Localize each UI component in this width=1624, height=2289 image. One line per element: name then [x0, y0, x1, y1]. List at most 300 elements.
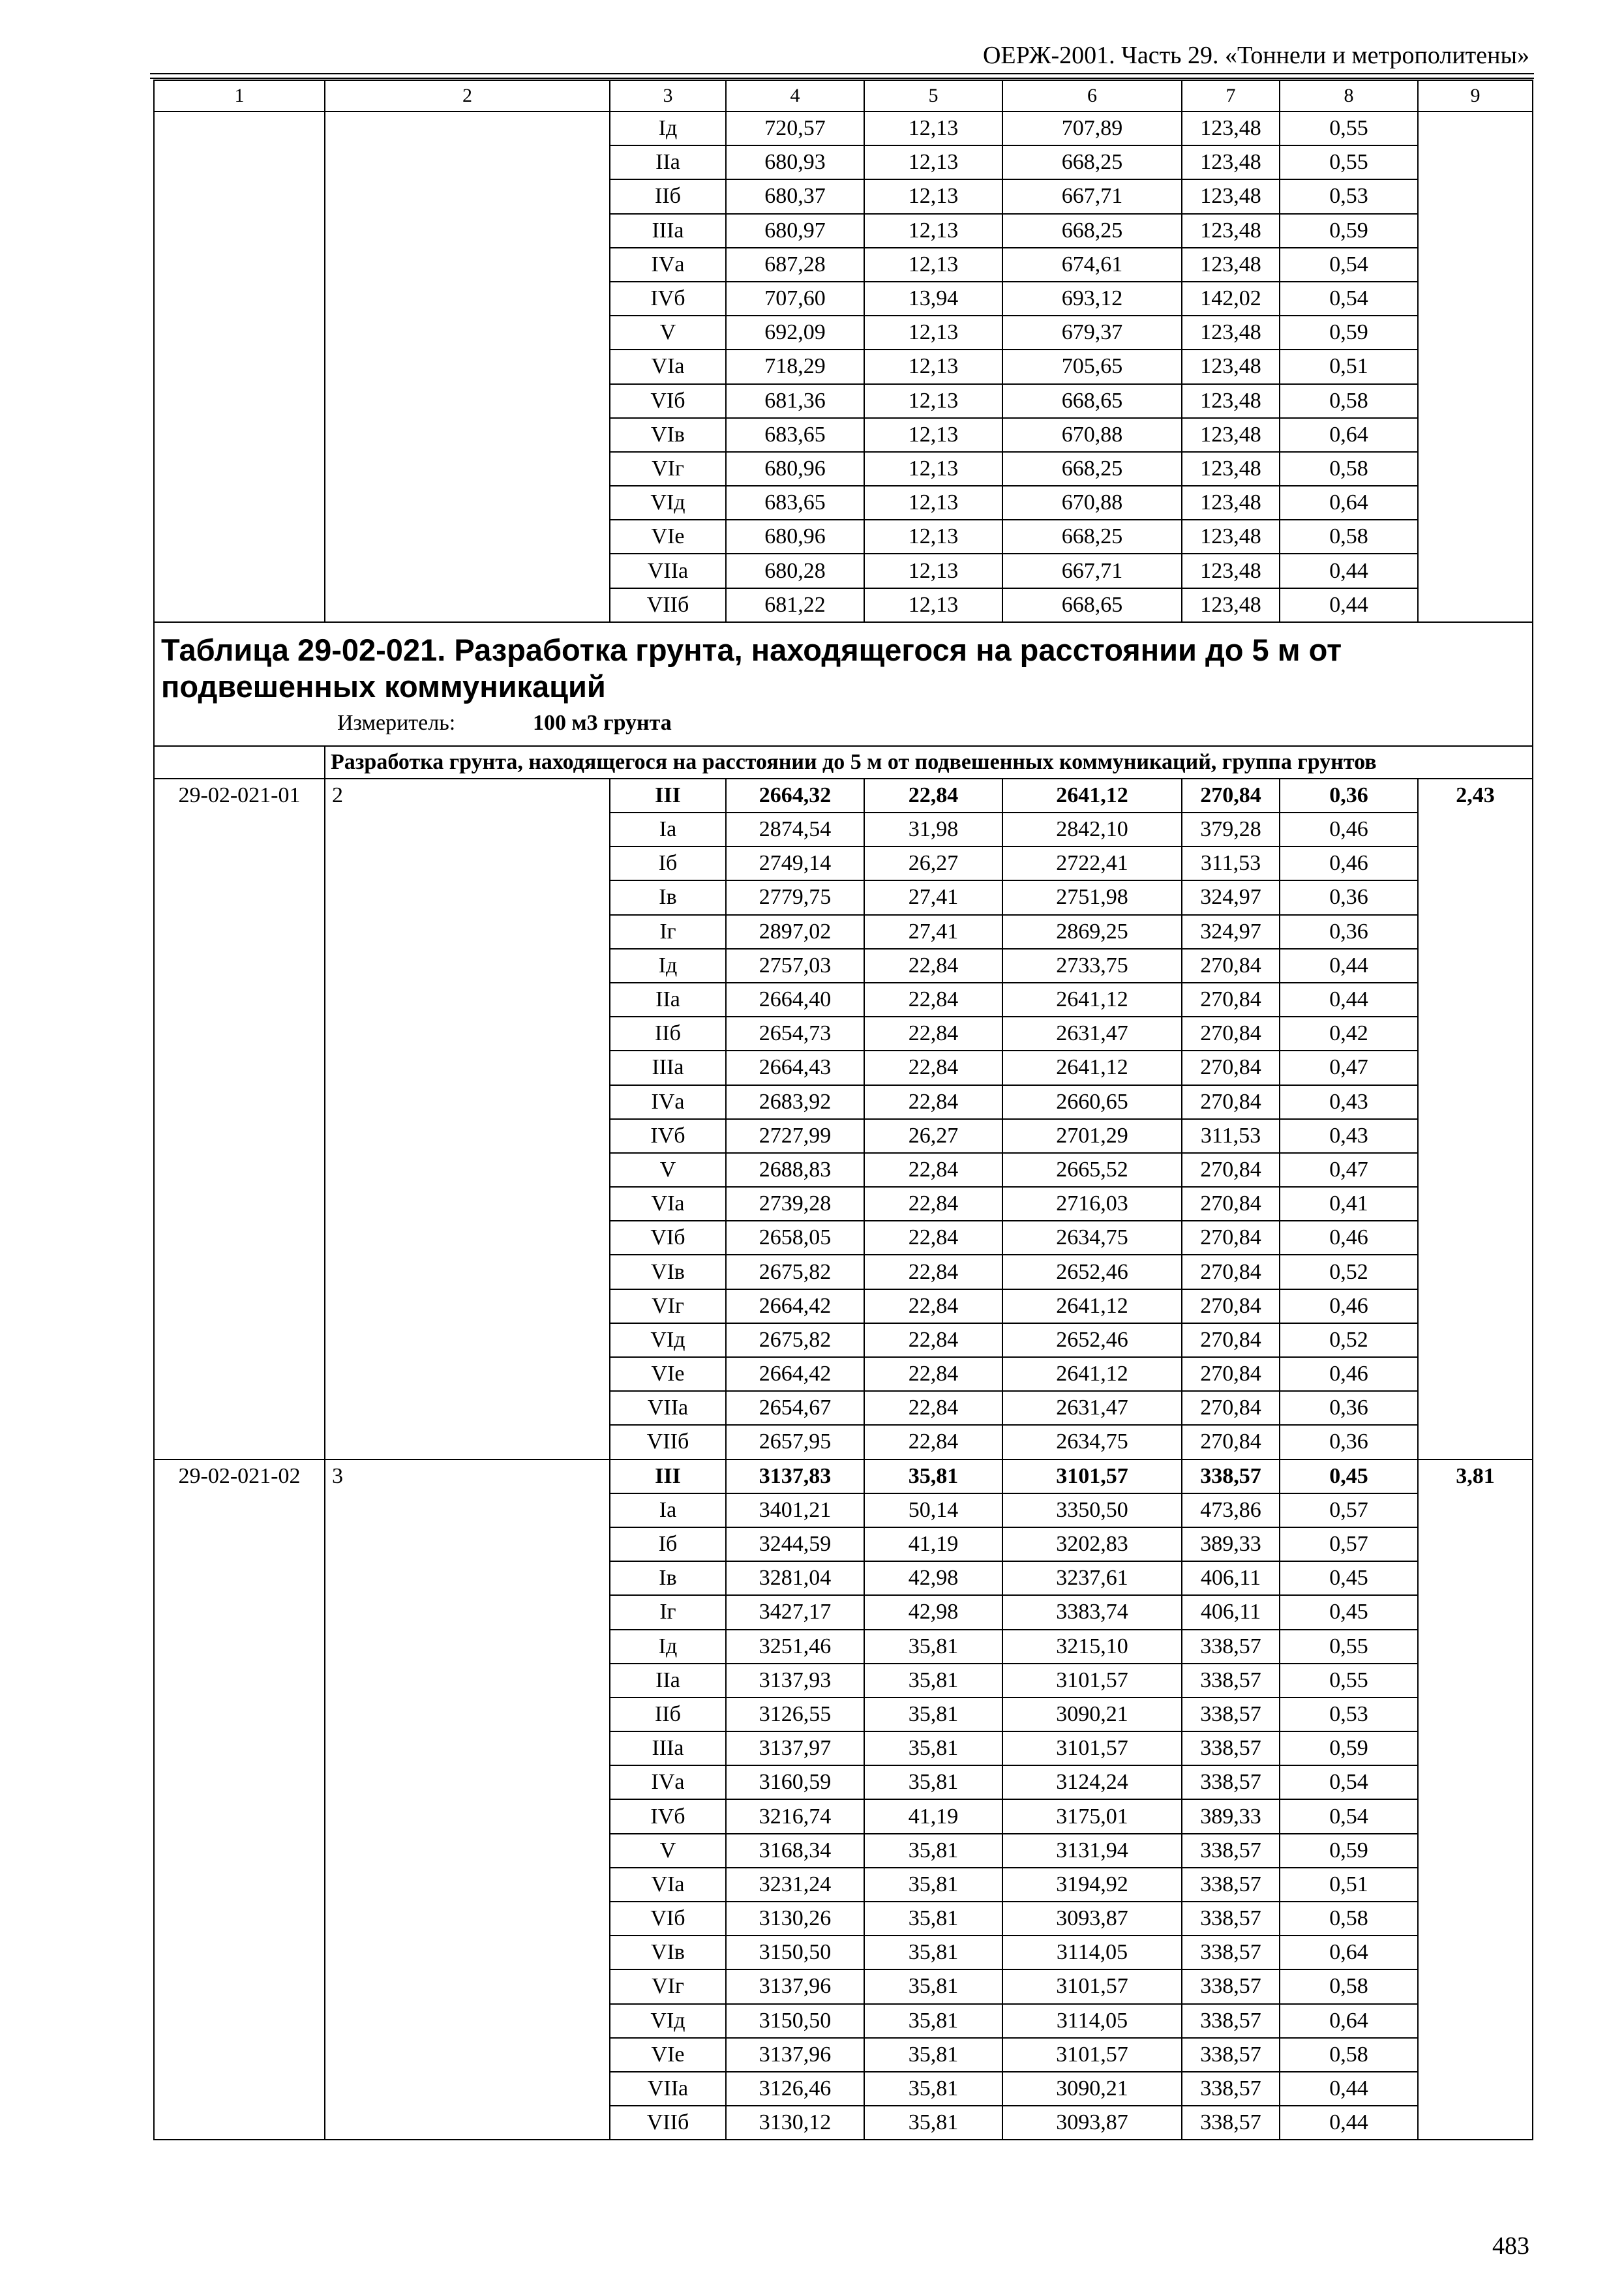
table-cell: IIа	[610, 1664, 726, 1698]
table-cell: 2631,47	[1002, 1391, 1182, 1425]
soil-group: 3	[325, 1459, 610, 2140]
table-cell: 3150,50	[726, 1936, 864, 1969]
table-cell: 270,84	[1182, 1323, 1280, 1357]
measurement-label: Измеритель:	[337, 710, 456, 735]
table-cell: 22,84	[864, 983, 1002, 1017]
table-cell: 22,84	[864, 1153, 1002, 1187]
table-cell: 22,84	[864, 949, 1002, 983]
table-cell: 0,58	[1280, 520, 1418, 554]
table-cell: 0,36	[1280, 915, 1418, 949]
table-cell: 720,57	[726, 112, 864, 145]
table-cell: 123,48	[1182, 248, 1280, 282]
table-cell: 35,81	[864, 2072, 1002, 2106]
table-cell: IIIа	[610, 1051, 726, 1085]
table-cell: 0,42	[1280, 1017, 1418, 1051]
table-cell: 2675,82	[726, 1255, 864, 1289]
table-cell: 270,84	[1182, 1221, 1280, 1255]
table-cell: 707,89	[1002, 112, 1182, 145]
table-cell: 2727,99	[726, 1119, 864, 1153]
table-cell: 2701,29	[1002, 1119, 1182, 1153]
table-cell: 123,48	[1182, 145, 1280, 179]
table-cell: 2869,25	[1002, 915, 1182, 949]
group-cell-empty	[325, 112, 610, 622]
table-cell: 3251,46	[726, 1630, 864, 1664]
table-cell: 35,81	[864, 1868, 1002, 1902]
table-cell: Iд	[610, 949, 726, 983]
table-cell: 3137,96	[726, 2038, 864, 2072]
table-cell: 3168,34	[726, 1834, 864, 1868]
table-cell: 2657,95	[726, 1425, 864, 1459]
subheading-text: Разработка грунта, находящегося на расстоянии до 5 м от подвешенных коммуникаций, группа грунтов	[325, 746, 1533, 779]
table-cell: 389,33	[1182, 1799, 1280, 1833]
table-cell: 3216,74	[726, 1799, 864, 1833]
table-cell: 2641,12	[1002, 1289, 1182, 1323]
table-cell: 3101,57	[1002, 1664, 1182, 1698]
table-cell: 22,84	[864, 1085, 1002, 1119]
table-cell: 270,84	[1182, 949, 1280, 983]
table-cell: 0,46	[1280, 1289, 1418, 1323]
table-cell: 0,44	[1280, 2106, 1418, 2140]
table-cell: 0,54	[1280, 248, 1418, 282]
table-cell: 3137,96	[726, 1969, 864, 2003]
table-cell: 674,61	[1002, 248, 1182, 282]
table-cell: 2749,14	[726, 846, 864, 880]
table-cell: 2631,47	[1002, 1017, 1182, 1051]
table-cell: Iг	[610, 1595, 726, 1629]
table-cell: Iд	[610, 112, 726, 145]
column-number-row	[154, 80, 1533, 112]
column-number: 3	[610, 80, 726, 112]
table-cell: 0,45	[1280, 1561, 1418, 1595]
table-cell: 668,25	[1002, 452, 1182, 486]
table-cell: 270,84	[1182, 983, 1280, 1017]
table-cell: 123,48	[1182, 316, 1280, 350]
table-cell: 0,41	[1280, 1187, 1418, 1221]
table-cell: 270,84	[1182, 779, 1280, 813]
table-cell: 683,65	[726, 486, 864, 520]
table-cell: 123,48	[1182, 486, 1280, 520]
table-cell: 270,84	[1182, 1153, 1280, 1187]
table-cell: 3093,87	[1002, 2106, 1182, 2140]
table-cell: 680,93	[726, 145, 864, 179]
table-cell: 35,81	[864, 2106, 1002, 2140]
measurement-value: 100 м3 грунта	[533, 710, 672, 735]
table-cell: V	[610, 316, 726, 350]
table-cell: 668,65	[1002, 384, 1182, 418]
table-cell: 0,55	[1280, 145, 1418, 179]
table-cell: VIе	[610, 1357, 726, 1391]
table-cell: 0,53	[1280, 179, 1418, 213]
table-cell: 0,36	[1280, 880, 1418, 914]
table-cell: 0,59	[1280, 316, 1418, 350]
table-cell: VIе	[610, 2038, 726, 2072]
table-cell: 42,98	[864, 1561, 1002, 1595]
table-cell: 3215,10	[1002, 1630, 1182, 1664]
table-cell: VIд	[610, 486, 726, 520]
table-cell: Iа	[610, 1493, 726, 1527]
table-cell: 2660,65	[1002, 1085, 1182, 1119]
table-cell: 35,81	[864, 1664, 1002, 1698]
subheading-empty-cell	[154, 746, 325, 779]
table-cell: 680,97	[726, 214, 864, 248]
table-cell: 2641,12	[1002, 1357, 1182, 1391]
table-cell: Iа	[610, 813, 726, 846]
table-cell: 680,28	[726, 554, 864, 588]
table-cell: 0,64	[1280, 418, 1418, 452]
table-cell: 35,81	[864, 1630, 1002, 1664]
table-cell: 3126,46	[726, 2072, 864, 2106]
table-cell: 0,47	[1280, 1153, 1418, 1187]
table-cell: 2654,67	[726, 1391, 864, 1425]
table-cell: VIв	[610, 418, 726, 452]
col9-value: 2,43	[1418, 779, 1533, 1459]
table-cell: 670,88	[1002, 418, 1182, 452]
table-cell: 0,46	[1280, 846, 1418, 880]
table-cell: 0,44	[1280, 554, 1418, 588]
table-cell: 693,12	[1002, 282, 1182, 316]
col9-cell-empty	[1418, 112, 1533, 622]
table-cell: 3194,92	[1002, 1868, 1182, 1902]
table-cell: 0,59	[1280, 214, 1418, 248]
table-cell: III	[610, 779, 726, 813]
table-cell: 2874,54	[726, 813, 864, 846]
column-number: 9	[1418, 80, 1533, 112]
table-cell: IIIа	[610, 1731, 726, 1765]
table-cell: 0,51	[1280, 350, 1418, 383]
table-cell: 12,13	[864, 520, 1002, 554]
column-number: 2	[325, 80, 610, 112]
table-cell: 35,81	[864, 1765, 1002, 1799]
table-cell: 35,81	[864, 2004, 1002, 2038]
table-cell: 0,45	[1280, 1595, 1418, 1629]
table-cell: 270,84	[1182, 1187, 1280, 1221]
table-cell: 22,84	[864, 1289, 1002, 1323]
table-cell: VIб	[610, 1221, 726, 1255]
table-cell: 12,13	[864, 112, 1002, 145]
table-cell: Iб	[610, 846, 726, 880]
table-section-header	[154, 622, 1533, 746]
table-row	[154, 112, 1533, 145]
table-cell: 22,84	[864, 1357, 1002, 1391]
table-cell: 0,44	[1280, 2072, 1418, 2106]
table-cell: 0,58	[1280, 384, 1418, 418]
table-cell: 12,13	[864, 214, 1002, 248]
table-cell: 389,33	[1182, 1527, 1280, 1561]
table-cell: 2739,28	[726, 1187, 864, 1221]
rate-code: 29-02-021-02	[154, 1459, 325, 2140]
table-cell: 667,71	[1002, 554, 1182, 588]
column-number: 5	[864, 80, 1002, 112]
table-cell: 311,53	[1182, 1119, 1280, 1153]
table-cell: 2733,75	[1002, 949, 1182, 983]
table-cell: 0,51	[1280, 1868, 1418, 1902]
table-cell: VIб	[610, 384, 726, 418]
table-cell: 3126,55	[726, 1698, 864, 1731]
table-cell: 270,84	[1182, 1425, 1280, 1459]
table-cell: 0,54	[1280, 1765, 1418, 1799]
table-cell: 41,19	[864, 1799, 1002, 1833]
table-cell: 473,86	[1182, 1493, 1280, 1527]
table-cell: 0,57	[1280, 1493, 1418, 1527]
table-cell: 2634,75	[1002, 1221, 1182, 1255]
table-cell: 338,57	[1182, 1936, 1280, 1969]
table-cell: 35,81	[864, 1698, 1002, 1731]
table-cell: 311,53	[1182, 846, 1280, 880]
table-cell: Iв	[610, 1561, 726, 1595]
section-cell	[154, 622, 1533, 746]
table-cell: 0,54	[1280, 282, 1418, 316]
table-cell: VIв	[610, 1936, 726, 1969]
table-cell: 667,71	[1002, 179, 1182, 213]
table-cell: 35,81	[864, 1902, 1002, 1936]
table-cell: 3231,24	[726, 1868, 864, 1902]
table-cell: 2654,73	[726, 1017, 864, 1051]
table-cell: 338,57	[1182, 1698, 1280, 1731]
table-cell: 50,14	[864, 1493, 1002, 1527]
table-cell: 338,57	[1182, 1630, 1280, 1664]
table-cell: 681,22	[726, 588, 864, 622]
table-cell: 2664,40	[726, 983, 864, 1017]
table-cell: 0,44	[1280, 949, 1418, 983]
table-cell: 0,46	[1280, 1357, 1418, 1391]
table-cell: 3101,57	[1002, 1969, 1182, 2003]
table-cell: 27,41	[864, 915, 1002, 949]
table-cell: 0,46	[1280, 813, 1418, 846]
table-cell: 406,11	[1182, 1595, 1280, 1629]
table-cell: 26,27	[864, 846, 1002, 880]
header-rule	[150, 78, 1534, 79]
table-cell: 324,97	[1182, 915, 1280, 949]
column-number: 1	[154, 80, 325, 112]
table-cell: 22,84	[864, 1187, 1002, 1221]
table-cell: 0,55	[1280, 1664, 1418, 1698]
table-cell: 0,58	[1280, 452, 1418, 486]
table-cell: 35,81	[864, 1936, 1002, 1969]
measurement-unit	[161, 709, 1526, 738]
table-cell: 338,57	[1182, 2106, 1280, 2140]
table-cell: 0,58	[1280, 2038, 1418, 2072]
table-cell: 2664,42	[726, 1357, 864, 1391]
table-cell: 35,81	[864, 1969, 1002, 2003]
table-cell: 0,43	[1280, 1119, 1418, 1153]
table-cell: 670,88	[1002, 486, 1182, 520]
table-cell: 12,13	[864, 316, 1002, 350]
table-cell: 35,81	[864, 1834, 1002, 1868]
table-cell: 0,46	[1280, 1221, 1418, 1255]
table-cell: IIIа	[610, 214, 726, 248]
table-cell: 123,48	[1182, 179, 1280, 213]
table-cell: 3401,21	[726, 1493, 864, 1527]
table-cell: Iг	[610, 915, 726, 949]
table-title: Таблица 29-02-021. Разработка грунта, находящегося на расстоянии до 5 м от подвешенных коммуникаций	[161, 632, 1342, 704]
table-cell: 0,55	[1280, 1630, 1418, 1664]
table-cell: IIа	[610, 145, 726, 179]
table-cell: 123,48	[1182, 214, 1280, 248]
table-cell: IVа	[610, 1765, 726, 1799]
table-cell: 0,36	[1280, 1425, 1418, 1459]
table-row	[154, 1459, 1533, 1493]
table-cell: 13,94	[864, 282, 1002, 316]
table-cell: IIб	[610, 1017, 726, 1051]
table-cell: IVб	[610, 282, 726, 316]
running-header: ОЕРЖ-2001. Часть 29. «Тоннели и метрополитены»	[982, 42, 1529, 69]
table-cell: VIг	[610, 1289, 726, 1323]
table-cell: III	[610, 1459, 726, 1493]
table-cell: VIб	[610, 1902, 726, 1936]
table-cell: 22,84	[864, 1425, 1002, 1459]
table-cell: 12,13	[864, 588, 1002, 622]
table-cell: 3383,74	[1002, 1595, 1182, 1629]
table-cell: 26,27	[864, 1119, 1002, 1153]
table-cell: 22,84	[864, 1051, 1002, 1085]
column-number: 8	[1280, 80, 1418, 112]
table-cell: 2683,92	[726, 1085, 864, 1119]
table-cell: 2722,41	[1002, 846, 1182, 880]
table-cell: 0,53	[1280, 1698, 1418, 1731]
table-cell: 123,48	[1182, 452, 1280, 486]
table-cell: 668,65	[1002, 588, 1182, 622]
table-cell: 338,57	[1182, 1902, 1280, 1936]
table-cell: 35,81	[864, 1731, 1002, 1765]
table-cell: 0,45	[1280, 1459, 1418, 1493]
table-cell: 406,11	[1182, 1561, 1280, 1595]
table-cell: IVа	[610, 1085, 726, 1119]
table-cell: 3090,21	[1002, 1698, 1182, 1731]
table-cell: VIIб	[610, 588, 726, 622]
table-cell: 270,84	[1182, 1357, 1280, 1391]
table-cell: 2664,42	[726, 1289, 864, 1323]
table-cell: 0,44	[1280, 588, 1418, 622]
table-cell: 3131,94	[1002, 1834, 1182, 1868]
table-cell: 705,65	[1002, 350, 1182, 383]
table-cell: 2664,43	[726, 1051, 864, 1085]
table-cell: 0,54	[1280, 1799, 1418, 1833]
table-cell: 680,96	[726, 452, 864, 486]
table-cell: 31,98	[864, 813, 1002, 846]
table-cell: 681,36	[726, 384, 864, 418]
table-cell: 22,84	[864, 1221, 1002, 1255]
table-cell: 12,13	[864, 350, 1002, 383]
table-cell: 2641,12	[1002, 983, 1182, 1017]
table-cell: 0,36	[1280, 779, 1418, 813]
table-cell: 668,25	[1002, 214, 1182, 248]
table-cell: 338,57	[1182, 1868, 1280, 1902]
table-cell: 707,60	[726, 282, 864, 316]
table-cell: 3175,01	[1002, 1799, 1182, 1833]
table-cell: 123,48	[1182, 112, 1280, 145]
table-cell: 0,43	[1280, 1085, 1418, 1119]
code-cell-empty	[154, 112, 325, 622]
table-cell: Iд	[610, 1630, 726, 1664]
column-number: 7	[1182, 80, 1280, 112]
table-cell: VIа	[610, 1187, 726, 1221]
table-cell: IVа	[610, 248, 726, 282]
table-cell: 2665,52	[1002, 1153, 1182, 1187]
table-cell: 3130,26	[726, 1902, 864, 1936]
table-cell: 270,84	[1182, 1085, 1280, 1119]
table-cell: 3137,93	[726, 1664, 864, 1698]
table-cell: 3244,59	[726, 1527, 864, 1561]
table-cell: 0,52	[1280, 1255, 1418, 1289]
table-cell: 270,84	[1182, 1391, 1280, 1425]
table-row	[154, 779, 1533, 813]
table-cell: Iв	[610, 880, 726, 914]
table-cell: VIIа	[610, 2072, 726, 2106]
table-cell: 3281,04	[726, 1561, 864, 1595]
table-cell: 123,48	[1182, 588, 1280, 622]
column-number: 4	[726, 80, 864, 112]
table-cell: VIд	[610, 1323, 726, 1357]
table-cell: 0,64	[1280, 2004, 1418, 2038]
table-cell: 2675,82	[726, 1323, 864, 1357]
table-cell: 338,57	[1182, 2072, 1280, 2106]
table-cell: 338,57	[1182, 1459, 1280, 1493]
table-cell: 718,29	[726, 350, 864, 383]
table-cell: VIа	[610, 350, 726, 383]
table-cell: 3237,61	[1002, 1561, 1182, 1595]
table-cell: VIIб	[610, 1425, 726, 1459]
table-cell: 3124,24	[1002, 1765, 1182, 1799]
table-cell: 270,84	[1182, 1017, 1280, 1051]
table-cell: 123,48	[1182, 384, 1280, 418]
table-cell: IVб	[610, 1799, 726, 1833]
table-cell: 379,28	[1182, 813, 1280, 846]
table-cell: 3427,17	[726, 1595, 864, 1629]
table-cell: 123,48	[1182, 350, 1280, 383]
table-cell: 0,58	[1280, 1902, 1418, 1936]
table-cell: 0,55	[1280, 112, 1418, 145]
table-cell: 2779,75	[726, 880, 864, 914]
table-cell: 12,13	[864, 486, 1002, 520]
table-cell: 338,57	[1182, 1834, 1280, 1868]
table-cell: IIа	[610, 983, 726, 1017]
table-cell: 338,57	[1182, 1765, 1280, 1799]
table-cell: 0,59	[1280, 1731, 1418, 1765]
table-cell: 42,98	[864, 1595, 1002, 1629]
table-cell: 0,44	[1280, 983, 1418, 1017]
table-cell: 324,97	[1182, 880, 1280, 914]
table-cell: 270,84	[1182, 1289, 1280, 1323]
table-cell: 12,13	[864, 179, 1002, 213]
column-number: 6	[1002, 80, 1182, 112]
table-cell: 270,84	[1182, 1051, 1280, 1085]
table-cell: 0,52	[1280, 1323, 1418, 1357]
subheading-row	[154, 746, 1533, 779]
table-cell: 2842,10	[1002, 813, 1182, 846]
table-cell: 3350,50	[1002, 1493, 1182, 1527]
table-cell: 338,57	[1182, 1731, 1280, 1765]
table-cell: 22,84	[864, 1391, 1002, 1425]
table-cell: 2634,75	[1002, 1425, 1182, 1459]
table-cell: 123,48	[1182, 418, 1280, 452]
table-cell: 692,09	[726, 316, 864, 350]
table-cell: 3101,57	[1002, 1459, 1182, 1493]
table-cell: 22,84	[864, 1323, 1002, 1357]
table-cell: 0,47	[1280, 1051, 1418, 1085]
table-cell: 3090,21	[1002, 2072, 1182, 2106]
table-cell: VIв	[610, 1255, 726, 1289]
table-cell: 3101,57	[1002, 1731, 1182, 1765]
table-cell: 3101,57	[1002, 2038, 1182, 2072]
table-cell: 123,48	[1182, 554, 1280, 588]
table-cell: 2688,83	[726, 1153, 864, 1187]
table-cell: VIIа	[610, 1391, 726, 1425]
table-cell: 3093,87	[1002, 1902, 1182, 1936]
table-cell: 41,19	[864, 1527, 1002, 1561]
table-cell: VIд	[610, 2004, 726, 2038]
table-cell: 2641,12	[1002, 1051, 1182, 1085]
table-cell: 338,57	[1182, 2038, 1280, 2072]
